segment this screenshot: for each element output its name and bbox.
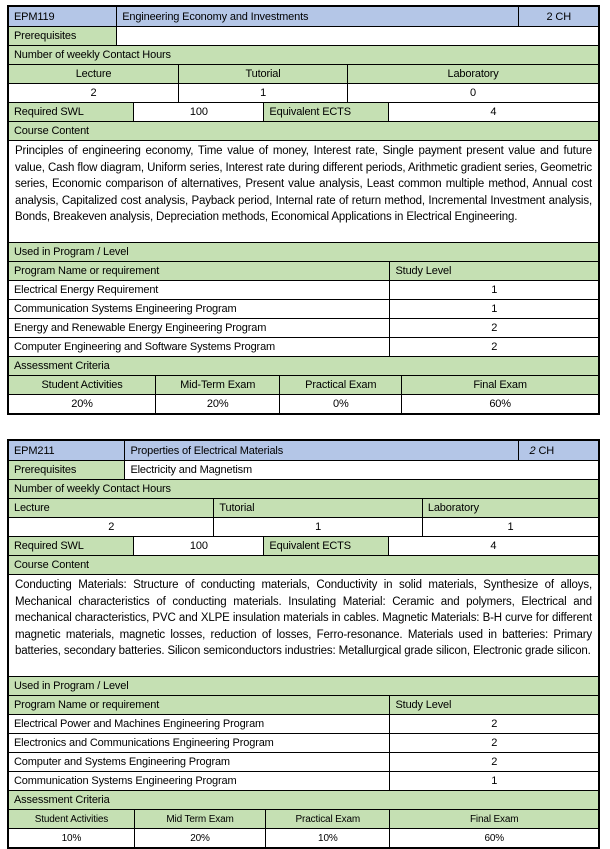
level-column-header: Study Level — [389, 696, 598, 714]
study-level: 1 — [389, 772, 598, 790]
program-name: Electronics and Communications Engineering Program — [14, 737, 274, 749]
study-level: 1 — [389, 281, 598, 299]
contact-col-tutorial: Tutorial — [213, 499, 422, 517]
assessment-col-practical-exam: Practical Exam — [265, 810, 389, 828]
assessment-val-practical-exam: 0% — [279, 395, 401, 413]
level-column-header: Study Level — [389, 262, 598, 280]
contact-val-laboratory: 0 — [347, 84, 598, 102]
program-row — [9, 752, 598, 771]
program-row — [9, 733, 598, 752]
contact-hours-header-row — [9, 479, 598, 498]
table-spacer — [7, 415, 600, 439]
prerequisites-row — [9, 460, 598, 479]
equivalent-ects-label: Equivalent ECTS — [263, 103, 387, 121]
credit-hours — [518, 441, 598, 460]
required-swl-label: Required SWL — [9, 537, 133, 555]
assessment-columns-row — [9, 375, 598, 394]
study-level: 1 — [389, 300, 598, 318]
assessment-col-practical-exam: Practical Exam — [279, 376, 401, 394]
equivalent-ects-value: 4 — [388, 537, 598, 555]
prerequisites-row — [9, 26, 598, 45]
assessment-val-midterm-exam: 20% — [134, 829, 265, 847]
study-level: 2 — [389, 753, 598, 771]
study-level: 2 — [389, 319, 598, 337]
contact-col-lecture: Lecture — [9, 499, 213, 517]
equivalent-ects-value: 4 — [388, 103, 598, 121]
course-table-epm119 — [7, 5, 600, 415]
assessment-values-row — [9, 394, 598, 413]
assessment-values-row — [9, 828, 598, 847]
contact-col-laboratory: Laboratory — [422, 499, 598, 517]
credit-hours — [518, 7, 598, 26]
contact-val-laboratory: 1 — [422, 518, 598, 536]
assessment-col-final-exam: Final Exam — [401, 376, 598, 394]
program-column-header: Program Name or requirement — [9, 696, 389, 714]
program-name: Computer Engineering and Software Systems Program — [14, 341, 276, 353]
program-row — [9, 280, 598, 299]
course-content-text: Principles of engineering economy, Time value of money, Interest rate, Single payment present value and future value, Cash flow diagram, Uniform series, Interest rate during different periods, Arithmetic gradient series, Geometric series, Economic comparison of alternatives, Present value analysis, Least common multiple method, Annual cost analysis, Capitalized cost analysis, Payback period, Internal rate of return method, Incremental Investment analysis, Bonds, Breakeven analysis, Depreciation methods, Economical Applications in Electrical Engineering. — [15, 145, 592, 223]
required-swl-value: 100 — [133, 537, 263, 555]
study-level: 2 — [389, 734, 598, 752]
program-row — [9, 337, 598, 356]
study-level: 2 — [389, 715, 598, 733]
contact-val-lecture: 2 — [108, 521, 115, 533]
program-column-header: Program Name or requirement — [9, 262, 389, 280]
course-content-header: Course Content — [9, 122, 598, 140]
course-title: Engineering Economy and Investments — [116, 7, 518, 26]
swl-ects-row — [9, 102, 598, 121]
used-in-header: Used in Program / Level — [9, 243, 598, 261]
contact-hours-header: Number of weekly Contact Hours — [9, 480, 598, 498]
course-content-row — [9, 140, 598, 242]
assessment-header-row — [9, 790, 598, 809]
course-content-header: Course Content — [9, 556, 598, 574]
course-content-header-row — [9, 555, 598, 574]
course-title: Properties of Electrical Materials — [124, 441, 518, 460]
program-row — [9, 299, 598, 318]
credit-hours-unit: CH — [538, 444, 555, 457]
assessment-header: Assessment Criteria — [9, 791, 598, 809]
program-row — [9, 714, 598, 733]
contact-hours-header-row — [9, 45, 598, 64]
contact-values-row — [9, 83, 598, 102]
assessment-col-student-activities: Student Activities — [9, 810, 134, 828]
assessment-val-final-exam: 60% — [389, 829, 598, 847]
used-in-header-row — [9, 242, 598, 261]
required-swl-value: 100 — [133, 103, 263, 121]
swl-ects-row — [9, 536, 598, 555]
credit-hours-number: 2 — [529, 444, 536, 457]
program-name: Energy and Renewable Energy Engineering Program — [14, 322, 267, 334]
program-name: Communication Systems Engineering Program — [14, 303, 237, 315]
assessment-col-midterm-exam: Mid Term Exam — [134, 810, 265, 828]
assessment-col-final-exam: Final Exam — [389, 810, 598, 828]
credit-hours-number: 2 — [546, 10, 553, 23]
used-in-header: Used in Program / Level — [9, 677, 598, 695]
contact-val-tutorial: 1 — [213, 518, 422, 536]
prerequisites-value — [116, 27, 598, 45]
course-header-row — [9, 441, 598, 460]
course-code: EPM211 — [9, 441, 124, 460]
assessment-col-student-activities: Student Activities — [9, 376, 155, 394]
program-row — [9, 771, 598, 790]
contact-columns-row — [9, 64, 598, 83]
contact-columns-row — [9, 498, 598, 517]
assessment-header: Assessment Criteria — [9, 357, 598, 375]
course-content-header-row — [9, 121, 598, 140]
course-header-row — [9, 7, 598, 26]
assessment-header-row — [9, 356, 598, 375]
program-header-row — [9, 695, 598, 714]
contact-hours-header: Number of weekly Contact Hours — [9, 46, 598, 64]
program-name: Electrical Energy Requirement — [14, 284, 159, 296]
course-table-epm211 — [7, 439, 600, 849]
contact-col-laboratory: Laboratory — [347, 65, 598, 83]
contact-val-lecture: 2 — [90, 87, 97, 99]
equivalent-ects-label: Equivalent ECTS — [263, 537, 387, 555]
assessment-val-practical-exam: 10% — [265, 829, 389, 847]
assessment-columns-row — [9, 809, 598, 828]
contact-col-tutorial: Tutorial — [178, 65, 347, 83]
required-swl-label: Required SWL — [9, 103, 133, 121]
study-level: 2 — [389, 338, 598, 356]
assessment-val-midterm-exam: 20% — [155, 395, 279, 413]
program-name: Communication Systems Engineering Program — [14, 775, 237, 787]
contact-col-lecture: Lecture — [9, 65, 178, 83]
assessment-val-final-exam: 60% — [401, 395, 598, 413]
program-name: Electrical Power and Machines Engineering Program — [14, 718, 265, 730]
credit-hours-unit: CH — [555, 10, 572, 23]
used-in-header-row — [9, 676, 598, 695]
prerequisites-value: Electricity and Magnetism — [124, 461, 598, 479]
assessment-val-student-activities: 20% — [71, 398, 93, 410]
prerequisites-label: Prerequisites — [9, 27, 116, 45]
program-name: Computer and Systems Engineering Program — [14, 756, 230, 768]
contact-values-row — [9, 517, 598, 536]
assessment-val-student-activities: 10% — [61, 832, 82, 844]
assessment-col-midterm-exam: Mid-Term Exam — [155, 376, 279, 394]
course-content-text: Conducting Materials: Structure of conducting materials, Conductivity in solid materials, Synthesize of alloys, Mechanical characteristics of conducting materials. Insulating Material: Ceramic and polymers, Electrical and mechanical characteristics, PVC and XLPE insulation materials in cables. Magnetic Materials: B-H curve for different magnetic materials, magnetic losses, reduction of losses, Ferro-resonance. Materials used in batteries: Primary batteries, secondary batteries. Silicon semiconductors industries: Metallurgical grade silicon, Electronic grade silicon. — [15, 579, 592, 657]
course-code: EPM119 — [9, 7, 116, 26]
prerequisites-label: Prerequisites — [9, 461, 124, 479]
contact-val-tutorial: 1 — [178, 84, 347, 102]
program-header-row — [9, 261, 598, 280]
course-content-row — [9, 574, 598, 676]
program-row — [9, 318, 598, 337]
